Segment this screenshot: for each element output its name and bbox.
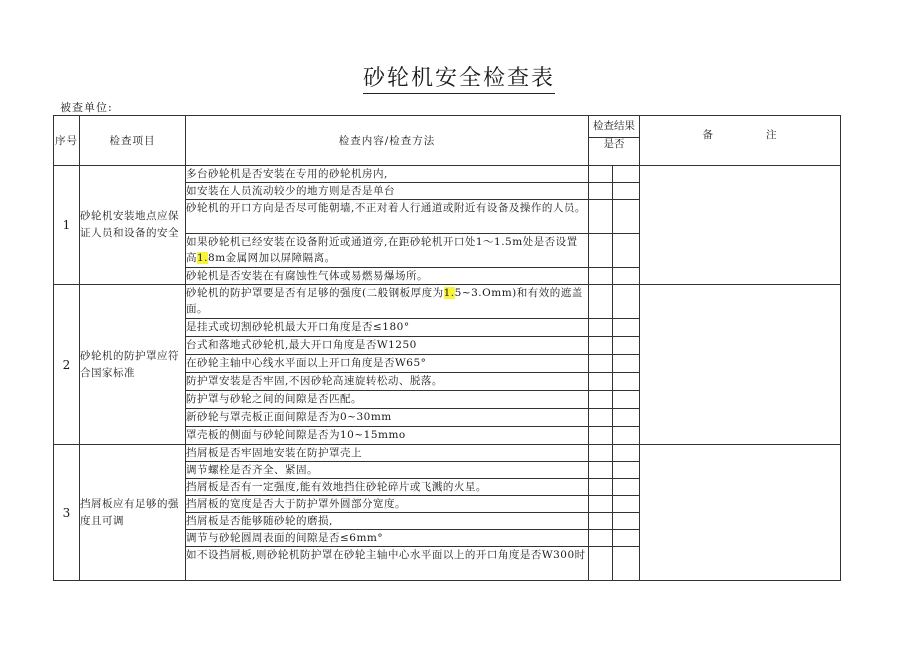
result-yes-cell[interactable] [589,285,613,319]
check-content: 调节与砂轮圆周表面的间隙是否≤6mm° [186,530,589,547]
result-yes-cell[interactable] [589,200,613,234]
result-no-cell[interactable] [613,373,640,391]
result-yes-cell[interactable] [589,268,613,285]
result-no-cell[interactable] [613,530,640,547]
result-no-cell[interactable] [613,462,640,479]
check-content: 台式和落地式砂轮机,最大开口角度是否W1250 [186,337,589,355]
check-content: 新砂轮与罩壳板正面间隙是否为0~30mm [186,409,589,427]
note-cell[interactable] [640,166,841,285]
result-no-cell[interactable] [613,285,640,319]
check-content: 如果砂轮机已经安装在设备附近或通道旁,在距砂轮机开口处1～1.5m处是否设置高1.8m金属网加以屏障隔离。 [186,234,589,268]
note-cell[interactable] [640,285,841,445]
table-row [54,445,841,462]
result-no-cell[interactable] [613,479,640,496]
result-yes-cell[interactable] [589,355,613,373]
section-seq: 1 [54,166,80,285]
result-no-cell[interactable] [613,166,640,183]
result-yes-cell[interactable] [589,547,613,581]
header-row [54,116,841,166]
result-no-cell[interactable] [613,337,640,355]
result-yes-cell[interactable] [589,496,613,513]
header-item: 检查项目 [80,116,186,166]
result-no-cell[interactable] [613,234,640,268]
check-content: 如不设挡屑板,则砂轮机防护罩在砂轮主轴中心水平面以上的开口角度是否W300时 [186,547,589,581]
result-yes-cell[interactable] [589,391,613,409]
result-no-cell[interactable] [613,355,640,373]
check-content: 是挂式或切割砂轮机最大开口角度是否≤180° [186,319,589,337]
section-item: 挡屑板应有足够的强度且可调 [80,445,186,581]
header-note-2: 注 [766,129,778,141]
table-row [54,166,841,183]
section-seq: 2 [54,285,80,445]
note-cell[interactable] [640,445,841,581]
header-no: 否 [614,138,625,150]
result-no-cell[interactable] [613,445,640,462]
section-seq: 3 [54,445,80,581]
result-no-cell[interactable] [613,200,640,234]
check-content: 砂轮机的防护罩要是否有足够的强度(二般钢板厚度为1.5~3.Omm)和有效的遮盖面。 [186,285,589,319]
table-row [54,285,841,319]
result-no-cell[interactable] [613,427,640,445]
check-content: 罩壳板的侧面与砂轮间隙是否为10~15mmo [186,427,589,445]
section-item: 砂轮机的防护罩应符合国家标准 [80,285,186,445]
header-result-yes-no [589,138,639,151]
result-no-cell[interactable] [613,547,640,581]
result-yes-cell[interactable] [589,183,613,200]
check-content: 挡屑板是否有一定强度,能有效地挡住砂轮碎片或飞溅的火星。 [186,479,589,496]
result-no-cell[interactable] [613,496,640,513]
result-yes-cell[interactable] [589,445,613,462]
result-yes-cell[interactable] [589,409,613,427]
check-content: 防护罩安装是否牢固,不因砂轮高速旋转松动、脱落。 [186,373,589,391]
result-no-cell[interactable] [613,319,640,337]
result-no-cell[interactable] [613,183,640,200]
result-no-cell[interactable] [613,391,640,409]
section-item: 砂轮机安装地点应保证人员和设备的安全 [80,166,186,285]
highlight-mark: 1. [443,287,455,299]
result-yes-cell[interactable] [589,462,613,479]
header-yes: 是 [603,138,614,150]
result-yes-cell[interactable] [589,319,613,337]
result-yes-cell[interactable] [589,513,613,530]
check-content: 挡屑板的宽度是否大于防护罩外圆部分宽度。 [186,496,589,513]
check-content: 如安装在人员流动较少的地方则是否是单台 [186,183,589,200]
header-note-1: 备 [702,129,714,141]
check-content: 防护罩与砂轮之间的间隙是否匹配。 [186,391,589,409]
result-no-cell[interactable] [613,513,640,530]
result-yes-cell[interactable] [589,166,613,183]
check-content: 在砂轮主轴中心线水平面以上开口角度是否W65° [186,355,589,373]
header-note [640,116,841,166]
result-yes-cell[interactable] [589,427,613,445]
header-result [589,116,640,166]
result-yes-cell[interactable] [589,337,613,355]
highlight-mark: 1. [197,252,209,264]
check-content: 调节螺栓是否齐全、紧固。 [186,462,589,479]
result-yes-cell[interactable] [589,479,613,496]
check-content: 砂轮机是否安装在有腐蚀性气体或易燃易爆场所。 [186,268,589,285]
result-no-cell[interactable] [613,409,640,427]
header-content: 检查内容/检查方法 [186,116,589,166]
check-content: 挡屑板是否能够随砂轮的磨损, [186,513,589,530]
check-content: 多台砂轮机是否安装在专用的砂轮机房内, [186,166,589,183]
header-result-label: 检查结果 [589,116,639,138]
result-yes-cell[interactable] [589,530,613,547]
check-content: 砂轮机的开口方向是否尽可能朝墙,不正对着人行通道或附近有设备及操作的人员。 [186,200,589,234]
checklist-table [53,115,841,581]
check-content: 挡屑板是否牢固地安装在防护罩壳上 [186,445,589,462]
document-title: 砂轮机安全检查表 [363,66,555,94]
result-yes-cell[interactable] [589,373,613,391]
result-no-cell[interactable] [613,268,640,285]
header-seq: 序号 [54,116,80,166]
result-yes-cell[interactable] [589,234,613,268]
inspected-unit-label: 被查单位: [60,101,113,114]
